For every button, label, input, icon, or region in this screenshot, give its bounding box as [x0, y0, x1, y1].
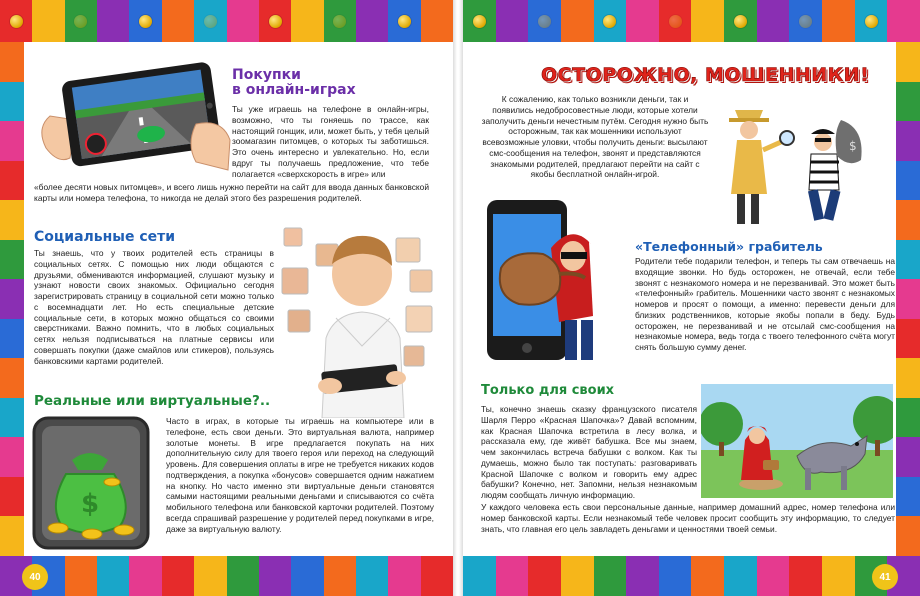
border-tile: [356, 556, 388, 596]
virtual-body: Часто в играх, в которые ты играешь на компьютере или в телефоне, есть свои деньги. Это виртуальная валюта, например золотые монеты. В игре предлагается покупать на них дополнительную силу для твоего героя или переход на следующий уровень. Для совершения оплаты в игре не требуется никаких кодов подтверждения, а покупка «бонусов» совершается одним нажатием на кнопку. Но часто именно эти виртуальные деньги становятся самыми настоящими реальными деньгами и списываются со счёта мобильного телефона или банковской карточки родителей. Поэтому всегда спрашивай разрешение у родителей перед покупками в игре, даже за виртуальную валюту.: [166, 416, 434, 534]
border-tile: [896, 319, 920, 359]
svg-text:$: $: [849, 139, 857, 153]
border-tile: [97, 0, 129, 42]
border-tile: [561, 556, 594, 596]
border-tile: [463, 0, 496, 42]
border-tile: [162, 0, 194, 42]
coin-icon: [799, 15, 812, 28]
border-tile: [594, 0, 627, 42]
border-tile: [0, 0, 32, 42]
border-tile: [896, 200, 920, 240]
border-tile: [291, 556, 323, 596]
shopping-body-bottom: «более десяти новых питомцев», и всего лишь нужно перейти на сайт для ввода данных банковской карты или номера телефона, то никогда не делай этого без разрешения родителей.: [34, 182, 429, 203]
border-tile: [129, 0, 161, 42]
coin-icon: [473, 15, 486, 28]
coin-icon: [669, 15, 682, 28]
border-tile: [97, 556, 129, 596]
coin-icon: [734, 15, 747, 28]
coin-icon: [139, 15, 152, 28]
border-tile: [594, 556, 627, 596]
coin-icon: [204, 15, 217, 28]
border-tile: [896, 516, 920, 556]
border-tile: [896, 42, 920, 82]
border-tile: [855, 0, 888, 42]
border-tile: [388, 0, 420, 42]
border-tile: [724, 0, 757, 42]
border-tile: [0, 200, 24, 240]
shopping-body-top: Ты уже играешь на телефоне в онлайн-игры, возможно, что ты гоняешь по трассе, как настоящий гонщик, или, может быть, у тебя целый зоомагазин питомцев, о которых ты заботишься. Это очень интересно и увлекательно. Но, если вдруг ты получаешь предложение, что тебе полагается «сверхскорость в игре» или: [232, 104, 430, 179]
border-tile: [789, 0, 822, 42]
border-tile: [0, 240, 24, 280]
border-tile: [388, 556, 420, 596]
border-tile: [0, 279, 24, 319]
border-tile: [626, 556, 659, 596]
border-tile: [194, 0, 226, 42]
bottom-tile-border: [463, 556, 920, 596]
border-tile: [0, 358, 24, 398]
bottom-tile-border: [0, 556, 453, 596]
left-tile-border: [0, 42, 24, 556]
border-tile: [32, 0, 64, 42]
border-tile: [65, 556, 97, 596]
section-title-social: Социальные сети: [34, 229, 176, 245]
border-tile: [65, 0, 97, 42]
left-page-content: [24, 42, 453, 556]
boy-with-tablet-illustration: [278, 218, 438, 418]
intro-text: К сожалению, как только возникли деньги, так и появились недобросовестные люди, которые хотели заполучить деньги нечестным путём. Сегодня нужно быть осторожным, так как мошенники используют всевозможные уловки, чтобы получить деньги: высылают смс-сообщения на телефон, звонят и представляются знакомыми родителей, предлагают перейти на сайт с якобы бесплатной онлайн-игрой.: [481, 94, 709, 180]
border-tile: [421, 556, 453, 596]
border-tile: [496, 0, 529, 42]
coin-icon: [10, 15, 23, 28]
border-tile: [896, 240, 920, 280]
title-line-1: Покупки: [232, 67, 301, 83]
border-tile: [896, 161, 920, 201]
border-tile: [757, 556, 790, 596]
coin-icon: [74, 15, 87, 28]
right-page-content: [463, 42, 896, 556]
border-tile: [659, 556, 692, 596]
border-tile: [528, 0, 561, 42]
border-tile: [259, 556, 291, 596]
border-tile: [724, 556, 757, 596]
border-tile: [0, 437, 24, 477]
border-tile: [691, 556, 724, 596]
title-line-2: в онлайн-играх: [232, 82, 356, 99]
border-tile: [896, 279, 920, 319]
section-title-virtual: Реальные или виртуальные?..: [34, 393, 271, 409]
book-gutter: [453, 0, 463, 596]
money-bag-icon: [32, 416, 150, 550]
right-tile-border: [896, 42, 920, 556]
border-tile: [0, 319, 24, 359]
border-tile: [324, 0, 356, 42]
phone-robber-illustration: [481, 196, 631, 366]
border-tile: [194, 556, 226, 596]
page-number-left: 40: [22, 564, 48, 590]
border-tile: [496, 556, 529, 596]
warning-banner: ОСТОРОЖНО, МОШЕННИКИ!: [541, 64, 870, 86]
border-tile: [528, 556, 561, 596]
border-tile: [896, 358, 920, 398]
border-tile: [421, 0, 453, 42]
right-page: [463, 0, 920, 596]
border-tile: [291, 0, 323, 42]
border-tile: [0, 121, 24, 161]
border-tile: [822, 556, 855, 596]
border-tile: [162, 556, 194, 596]
border-tile: [789, 556, 822, 596]
section-title-own-only: Только для своих: [481, 383, 615, 398]
border-tile: [887, 0, 920, 42]
top-tile-border: [0, 0, 453, 42]
border-tile: [626, 0, 659, 42]
tablet-game-illustration: [36, 58, 232, 176]
border-tile: [896, 82, 920, 122]
border-tile: [757, 0, 790, 42]
border-tile: [129, 556, 161, 596]
border-tile: [0, 42, 24, 82]
coin-icon: [333, 15, 346, 28]
coin-icon: [603, 15, 616, 28]
border-tile: [0, 477, 24, 517]
coin-icon: [865, 15, 878, 28]
top-tile-border: [463, 0, 920, 42]
left-page: [0, 0, 453, 596]
page-number-right: 41: [872, 564, 898, 590]
border-tile: [561, 0, 594, 42]
section-title-shopping: [232, 68, 356, 98]
own-only-body-bottom: У каждого человека есть свои персональные данные, например домашний адрес, номер телефона или номер банковской карты. Если незнакомый тебе человек просит сообщить эту информацию, то следует знать, что главная его цель завладеть деньгами и ценностями твоей семьи.: [481, 502, 895, 534]
coin-icon: [398, 15, 411, 28]
phone-robber-body: Родители тебе подарили телефон, и теперь ты сам отвечаешь на входящие звонки. Но будь осторожен, не отвечай, если тебе звонят с незнакомого номера и не перезванивай. Это может быть «телефонный» грабитель. Мошенники часто звонят с незнакомых номеров и просят о помощи, а именно: перевести деньги для близких родственников, которые якобы попали в беду. Будь осторожен, не перезванивай и не отсылай смс-сообщения на незнакомые номера, ведь тогда с твоего телефонного счёта могут снять большую сумму денег.: [635, 256, 895, 352]
detective-thief-illustration: [719, 98, 871, 228]
border-tile: [227, 0, 259, 42]
border-tile: [0, 161, 24, 201]
border-tile: [896, 477, 920, 517]
svg-text:$: $: [80, 489, 100, 519]
border-tile: [691, 0, 724, 42]
border-tile: [0, 398, 24, 438]
social-body: Ты знаешь, что у твоих родителей есть страницы в социальных сетях. С помощью них люди общаются с друзьями, обмениваются информацией, слушают музыку и узнают новости своих знакомых. Официально сегодня зарегистрировать страницу в социальной сети можно только с восемнадцати лет. Но есть специальные детские социальные сети, в которых можно общаться со своими сверстниками. Важно помнить, что в любых социальных сетях нельзя подписываться на платные сервисы или совершать покупки (даже смайлов или стикеров), пользуясь банковскими картами родителей.: [34, 248, 274, 366]
coin-icon: [538, 15, 551, 28]
red-riding-hood-illustration: [701, 384, 893, 498]
border-tile: [324, 556, 356, 596]
border-tile: [227, 556, 259, 596]
border-tile: [896, 437, 920, 477]
border-tile: [0, 82, 24, 122]
border-tile: [463, 556, 496, 596]
coin-icon: [269, 15, 282, 28]
border-tile: [822, 0, 855, 42]
border-tile: [896, 398, 920, 438]
border-tile: [356, 0, 388, 42]
own-only-body-top: Ты, конечно знаешь сказку французского писателя Шарля Перро «Красная Шапочка»? Давай вспомним, как Красная Шапочка встретила в лесу волка, и рассказала ему, где живёт бабушка. Все мы знаем, чем закончилась встреча бабушки с волком. Как ты думаешь, можно было так поступать: разговаривать Красной Шапочке с волком и говорить ему адрес бабушки? Конечно, нет. Запомни, нельзя незнакомым людям сообщать личную информацию.: [481, 404, 697, 500]
border-tile: [0, 516, 24, 556]
border-tile: [896, 121, 920, 161]
section-title-phone-robber: «Телефонный» грабитель: [635, 239, 823, 254]
border-tile: [659, 0, 692, 42]
border-tile: [259, 0, 291, 42]
